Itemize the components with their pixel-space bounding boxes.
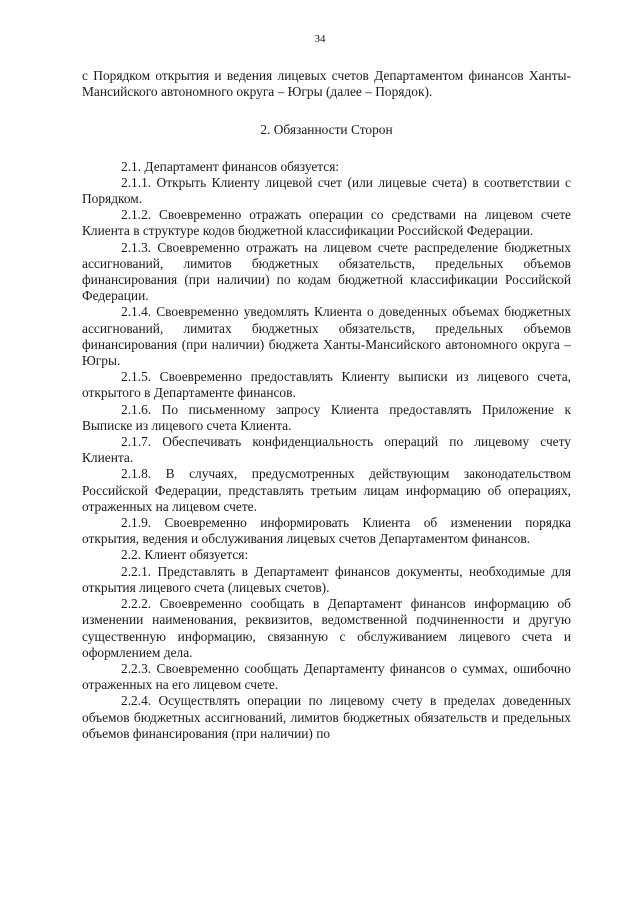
paragraph-2-1-1: 2.1.1. Открыть Клиенту лицевой счет (или лицевые счета) в соответствии с Порядком. xyxy=(82,174,571,207)
paragraph-2-1-4: 2.1.4. Своевременно уведомлять Клиента о доведенных объемах бюджетных ассигнований, лимитах бюджетных обязательств, предельных объемов финансирования (при наличии) бюджета Ханты-Мансийского автономного округа – Югры. xyxy=(82,304,571,369)
paragraph-2-1-6: 2.1.6. По письменному запросу Клиента предоставлять Приложение к Выписке из лицевого счета Клиента. xyxy=(82,401,571,433)
paragraph-2-2-1: 2.2.1. Представлять в Департамент финансов документы, необходимые для открытия лицевого счета (лицевых счетов). xyxy=(82,563,571,595)
paragraph-2-1-9: 2.1.9. Своевременно информировать Клиента об изменении порядка открытия, ведения и обслуживания лицевых счетов Департаментом финансов. xyxy=(82,515,571,547)
intro-paragraph: с Порядком открытия и ведения лицевых счетов Департаментом финансов Ханты-Мансийского автономного округа – Югры (далее – Порядок). xyxy=(82,68,571,100)
paragraph-2-1-5: 2.1.5. Своевременно предоставлять Клиенту выписки из лицевого счета, открытого в Департаменте финансов. xyxy=(82,369,571,401)
page-number: 34 xyxy=(314,33,326,45)
paragraph-2-2-2: 2.2.2. Своевременно сообщать в Департамент финансов информацию об изменении наименования, реквизитов, ведомственной подчиненности и другую существенную информацию, связанную с обслуживанием лицевого счета и оформлением дела. xyxy=(82,596,571,660)
paragraph-2-1-8: 2.1.8. В случаях, предусмотренных действующим законодательством Российской Федерации, представлять третьим лицам информацию об операциях, отраженных на лицевом счете. xyxy=(82,466,571,514)
paragraph-2-2: 2.2. Клиент обязуется: xyxy=(121,547,249,563)
paragraph-2-1-2: 2.1.2. Своевременно отражать операции со средствами на лицевом счете Клиента в структуре кодов бюджетной классификации Российской Федерации. xyxy=(82,207,571,239)
section-heading: 2. Обязанности Сторон xyxy=(260,122,393,138)
document-body xyxy=(82,68,571,742)
paragraph-2-2-3: 2.2.3. Своевременно сообщать Департаменту финансов о суммах, ошибочно отраженных на его лицевом счете. xyxy=(82,660,571,693)
paragraph-2-2-4: 2.2.4. Осуществлять операции по лицевому счету в пределах доведенных объемов бюджетных ассигнований, лимитов бюджетных обязательств и предельных объемов финансирования (при наличии) по xyxy=(82,693,571,741)
paragraph-2-1: 2.1. Департамент финансов обязуется: xyxy=(121,158,340,174)
paragraph-2-1-3: 2.1.3. Своевременно отражать на лицевом счете распределение бюджетных ассигнований, лимитов бюджетных обязательств, предельных объемов финансирования (при наличии) по кодам бюджетной классификации Российской Федерации. xyxy=(82,239,571,304)
paragraph-2-1-7: 2.1.7. Обеспечивать конфиденциальность операций по лицевому счету Клиента. xyxy=(82,434,571,466)
